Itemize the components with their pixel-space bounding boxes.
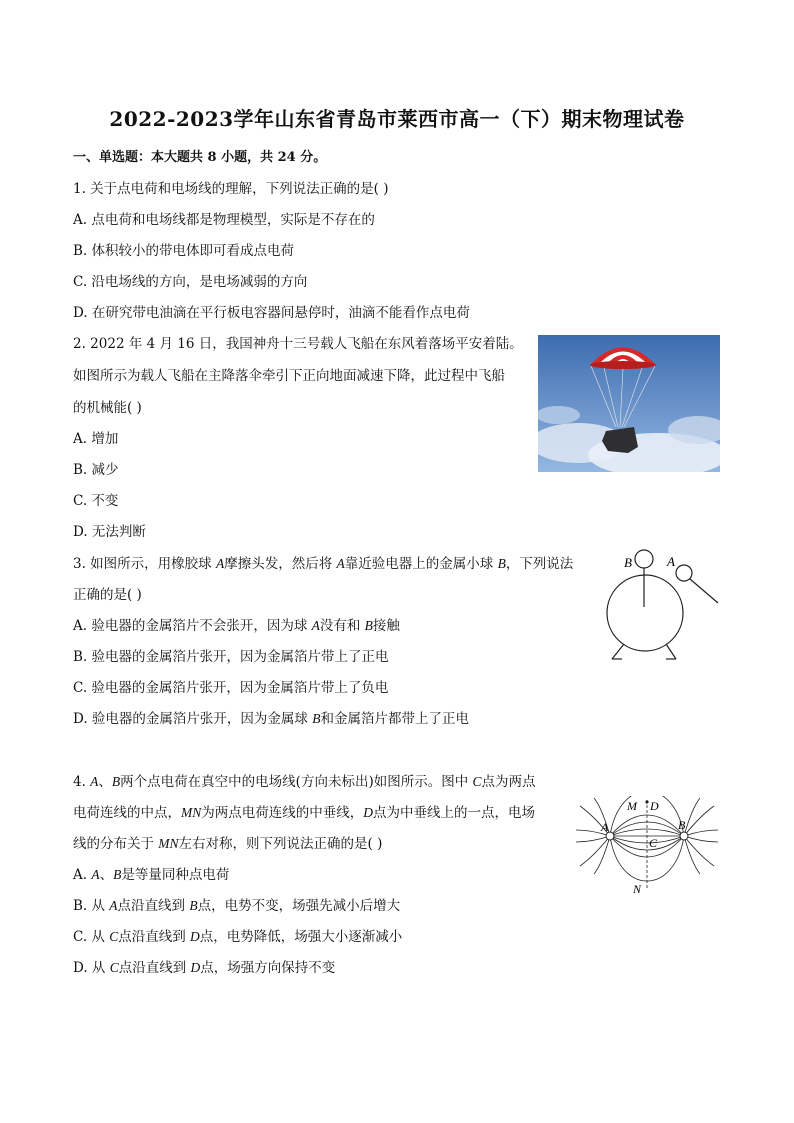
section-heading: 一、单选题：本大题共 8 小题，共 24 分。: [73, 150, 327, 165]
q4-option-c: C. 从 C点沿直线到 D点，电势降低，场强大小逐渐减小: [73, 929, 403, 945]
q4-stem-line1: 4. A、B两个点电荷在真空中的电场线(方向未标出)如图所示。图中 C点为两点: [73, 774, 536, 790]
q3-option-d: D. 验电器的金属箔片张开，因为金属球 B和金属箔片都带上了正电: [73, 711, 469, 727]
parachute-capsule-photo: [538, 335, 720, 472]
q1-option-c: C. 沿电场线的方向，是电场减弱的方向: [73, 274, 308, 290]
svg-text:N: N: [633, 882, 642, 896]
q1-option-d: D. 在研究带电油滴在平行板电容器间悬停时，油滴不能看作点电荷: [73, 305, 470, 321]
capsule-icon: [602, 427, 638, 453]
svg-text:D: D: [650, 799, 659, 813]
q2-stem-line3: 的机械能( ): [73, 400, 142, 416]
q1-option-a: A. 点电荷和电场线都是物理模型，实际是不存在的: [73, 212, 375, 228]
q4-option-b: B. 从 A点沿直线到 B点，电势不变，场强先减小后增大: [73, 898, 401, 914]
q3-option-a: A. 验电器的金属箔片不会张开，因为球 A没有和 B接触: [73, 618, 400, 634]
q2-option-b: B. 减少: [73, 462, 119, 478]
q3-option-c: C. 验电器的金属箔片张开，因为金属箔片带上了负电: [73, 680, 389, 696]
q3-stem-line1: 3. 如图所示，用橡胶球 A摩擦头发，然后将 A靠近验电器上的金属小球 B，下列说法: [73, 556, 574, 572]
q3-stem-line2: 正确的是( ): [73, 587, 142, 603]
svg-text:A: A: [601, 820, 609, 834]
electroscope-diagram: [600, 545, 724, 667]
electric-field-lines-diagram: [574, 796, 724, 900]
q4-option-d: D. 从 C点沿直线到 D点，场强方向保持不变: [73, 960, 336, 976]
q2-option-a: A. 增加: [73, 431, 119, 447]
q3-option-b: B. 验电器的金属箔片张开，因为金属箔片带上了正电: [73, 649, 389, 665]
q4-stem-line2: 电荷连线的中点，MN为两点电荷连线的中垂线，D点为中垂线上的一点，电场: [73, 805, 535, 821]
q4-stem-line3: 线的分布关于 MN左右对称，则下列说法正确的是( ): [73, 836, 383, 852]
svg-text:C: C: [649, 836, 658, 850]
svg-text:M: M: [627, 799, 637, 813]
q4-option-a: A. A、B是等量同种点电荷: [73, 867, 230, 883]
q2-stem-line2: 如图所示为载人飞船在主降落伞牵引下正向地面减速下降，此过程中飞船: [73, 368, 505, 384]
q2-stem-line1: 2. 2022 年 4 月 16 日，我国神舟十三号载人飞船在东风着落场平安着陆。: [73, 336, 523, 352]
q2-option-c: C. 不变: [73, 493, 119, 509]
q2-option-d: D. 无法判断: [73, 524, 146, 540]
q1-stem: 1. 关于点电荷和电场线的理解，下列说法正确的是( ): [73, 181, 389, 197]
svg-text:B: B: [624, 555, 632, 570]
svg-text:A: A: [667, 554, 675, 569]
page-title: 2022-2023学年山东省青岛市莱西市高一（下）期末物理试卷: [109, 107, 685, 131]
svg-text:B: B: [678, 818, 686, 832]
q1-option-b: B. 体积较小的带电体即可看成点电荷: [73, 243, 295, 259]
